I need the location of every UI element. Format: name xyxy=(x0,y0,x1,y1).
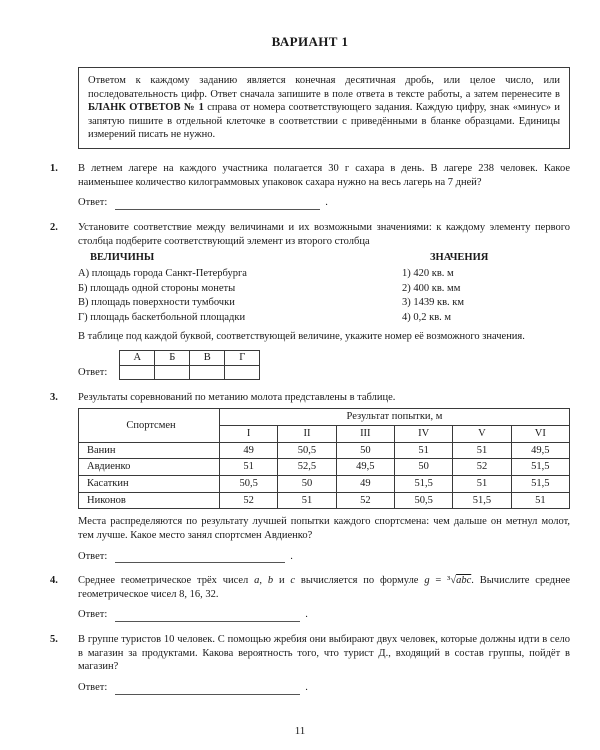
result-cell: 52 xyxy=(220,492,278,509)
result-cell: 51 xyxy=(278,492,336,509)
answer-grid-header-row xyxy=(120,351,260,366)
question-5-text: В группе туристов 10 человек. С помощью жребия они выбирают двух человек, которые должны идти в село в магазин за продуктами. Какова вероятность того, что турист Д., входящий в состав группы, пойдёт в магазин? xyxy=(78,634,570,673)
result-cell: 51 xyxy=(453,442,511,459)
athlete-name: Касаткин xyxy=(79,475,220,492)
matching-columns xyxy=(78,251,570,325)
table-header-athlete: Спортсмен xyxy=(79,409,220,442)
question-5 xyxy=(50,633,570,697)
instructions-text-1: Ответом к каждому заданию является конечная десятичная дробь, или целое число, или последовательность цифр. Ответ сначала запишите в поле ответа в тексте работы, а затем перенесите в xyxy=(88,74,560,100)
question-1-number: 1. xyxy=(50,163,58,175)
athlete-name: Авдиенко xyxy=(79,459,220,476)
answer-blank xyxy=(115,551,285,563)
answer-grid-input-row xyxy=(120,365,260,379)
result-cell: 51 xyxy=(511,492,569,509)
result-cell: 52 xyxy=(453,459,511,476)
result-cell: 51 xyxy=(394,442,452,459)
question-4-text-part: и xyxy=(273,575,291,587)
result-cell: 50 xyxy=(336,442,394,459)
answer-grid-table xyxy=(119,350,260,380)
attempt-header: I xyxy=(220,426,278,443)
table-row xyxy=(79,475,570,492)
result-cell: 50 xyxy=(278,475,336,492)
result-cell: 49 xyxy=(336,475,394,492)
options-column xyxy=(402,251,570,325)
table-header-row xyxy=(79,409,570,426)
table-row xyxy=(79,459,570,476)
answer-grid-empty-cell xyxy=(120,365,155,379)
question-5-number: 5. xyxy=(50,634,58,646)
result-cell: 51 xyxy=(453,475,511,492)
attempt-header: V xyxy=(453,426,511,443)
result-cell: 51,5 xyxy=(511,475,569,492)
question-3-question: Места распределяются по результату лучшей попытки каждого спортсмена: чем дальше он метнул молот, тем лучше. Какое место занял спортсмен Авдиенко? xyxy=(78,516,570,541)
variable-c: c xyxy=(290,575,296,587)
answer-blank xyxy=(115,610,300,622)
question-2-answer-row xyxy=(78,350,570,380)
result-cell: 50,5 xyxy=(220,475,278,492)
question-3-number: 3. xyxy=(50,391,58,403)
question-4-text-part: Среднее геометрическое трёх чисел xyxy=(78,575,255,587)
question-4-text-part: , xyxy=(259,575,268,587)
cube-root-symbol: ³√ xyxy=(447,575,457,587)
question-1-answer-row xyxy=(78,196,570,210)
question-3 xyxy=(50,391,570,565)
table-row xyxy=(79,492,570,509)
instructions-text-2: справа от номера соответствующего задания. Каждую цифру, знак «минус» и запятую пишите в отдельной клеточке в соответствии с приведёнными в бланке образцами. Единицы измерений писать не нужно. xyxy=(88,102,560,141)
instructions-box xyxy=(78,67,570,149)
list-item: А) площадь города Санкт-Петербурга xyxy=(78,267,247,279)
result-cell: 49,5 xyxy=(336,459,394,476)
list-item: 2) 400 кв. мм xyxy=(402,282,461,294)
result-cell: 52 xyxy=(336,492,394,509)
answer-label: Ответ: xyxy=(78,609,108,621)
formula-g: g xyxy=(424,575,430,587)
result-cell: 51,5 xyxy=(394,475,452,492)
answer-grid-header-cell: А xyxy=(120,351,155,366)
question-4-answer-row xyxy=(78,608,570,622)
attempt-header: III xyxy=(336,426,394,443)
table-header-attempts-group: Результат попытки, м xyxy=(220,409,570,426)
athlete-name: Никонов xyxy=(79,492,220,509)
page-title: ВАРИАНТ 1 xyxy=(271,34,349,49)
answer-blank xyxy=(115,198,320,210)
question-2 xyxy=(50,221,570,382)
answer-label: Ответ: xyxy=(78,367,108,379)
variable-b: b xyxy=(267,575,274,587)
options-column-header: ЗНАЧЕНИЯ xyxy=(430,252,489,264)
question-4-text-part: . Вычислите среднее геометрическое чисел 8, 16, 32. xyxy=(78,575,571,600)
question-2-number: 2. xyxy=(50,222,58,234)
attempt-header: II xyxy=(278,426,336,443)
question-4-text-part: вычисляется по формуле xyxy=(295,575,425,587)
answer-grid-empty-cell xyxy=(155,365,190,379)
list-item: Г) площадь баскетбольной площадки xyxy=(78,311,246,323)
values-column xyxy=(78,251,402,325)
question-2-text: Установите соответствие между величинами и их возможными значениями: к каждому элементу первого столбца подберите соответствующий элемент из второго столбца xyxy=(78,222,570,247)
result-cell: 50,5 xyxy=(278,442,336,459)
answer-period: . xyxy=(305,682,308,694)
question-1 xyxy=(50,162,570,212)
question-2-note: В таблице под каждой буквой, соответствующей величине, укажите номер её возможного значения. xyxy=(78,330,525,342)
answer-label: Ответ: xyxy=(78,197,108,209)
results-table xyxy=(78,408,570,509)
page-number: 11 xyxy=(294,724,306,737)
result-cell: 51 xyxy=(220,459,278,476)
list-item: 3) 1439 кв. км xyxy=(402,297,465,309)
question-4-number: 4. xyxy=(50,575,58,587)
athlete-name: Ванин xyxy=(79,442,220,459)
answer-period: . xyxy=(325,197,328,209)
result-cell: 49,5 xyxy=(511,442,569,459)
result-cell: 52,5 xyxy=(278,459,336,476)
question-3-text: Результаты соревнований по метанию молота представлены в таблице. xyxy=(78,391,396,403)
result-cell: 51,5 xyxy=(511,459,569,476)
question-5-answer-row xyxy=(78,681,570,695)
answer-grid-empty-cell xyxy=(190,365,225,379)
answer-period: . xyxy=(290,550,293,562)
list-item: 1) 420 кв. м xyxy=(402,267,454,279)
result-cell: 50,5 xyxy=(394,492,452,509)
list-item: Б) площадь одной стороны монеты xyxy=(78,282,236,294)
formula-radicand: abc xyxy=(456,575,472,587)
result-cell: 50 xyxy=(394,459,452,476)
question-4-text xyxy=(78,574,570,601)
answer-grid-header-cell: Б xyxy=(155,351,190,366)
attempt-header: IV xyxy=(394,426,452,443)
values-column-header: ВЕЛИЧИНЫ xyxy=(90,252,155,264)
question-3-answer-row xyxy=(78,550,570,564)
variable-a: a xyxy=(254,575,260,587)
answer-grid-header-cell: В xyxy=(190,351,225,366)
result-cell: 49 xyxy=(220,442,278,459)
result-cell: 51,5 xyxy=(453,492,511,509)
instructions-bold-text: БЛАНК ОТВЕТОВ № 1 xyxy=(88,102,204,114)
answer-label: Ответ: xyxy=(78,682,108,694)
answer-blank xyxy=(115,683,300,695)
table-row xyxy=(79,442,570,459)
list-item: 4) 0,2 кв. м xyxy=(402,311,452,323)
attempt-header: VI xyxy=(511,426,569,443)
question-4 xyxy=(50,574,570,624)
answer-grid-header-cell: Г xyxy=(225,351,260,366)
question-1-text: В летнем лагере на каждого участника полагается 30 г сахара в день. В лагере 238 человек. Какое наименьшее количество килограммовых упаковок сахара нужно на весь лагерь на 7 дней? xyxy=(78,163,570,188)
answer-grid-empty-cell xyxy=(225,365,260,379)
answer-period: . xyxy=(305,609,308,621)
answer-label: Ответ: xyxy=(78,550,108,562)
list-item: В) площадь поверхности тумбочки xyxy=(78,297,235,309)
formula-equals: = xyxy=(429,575,448,587)
